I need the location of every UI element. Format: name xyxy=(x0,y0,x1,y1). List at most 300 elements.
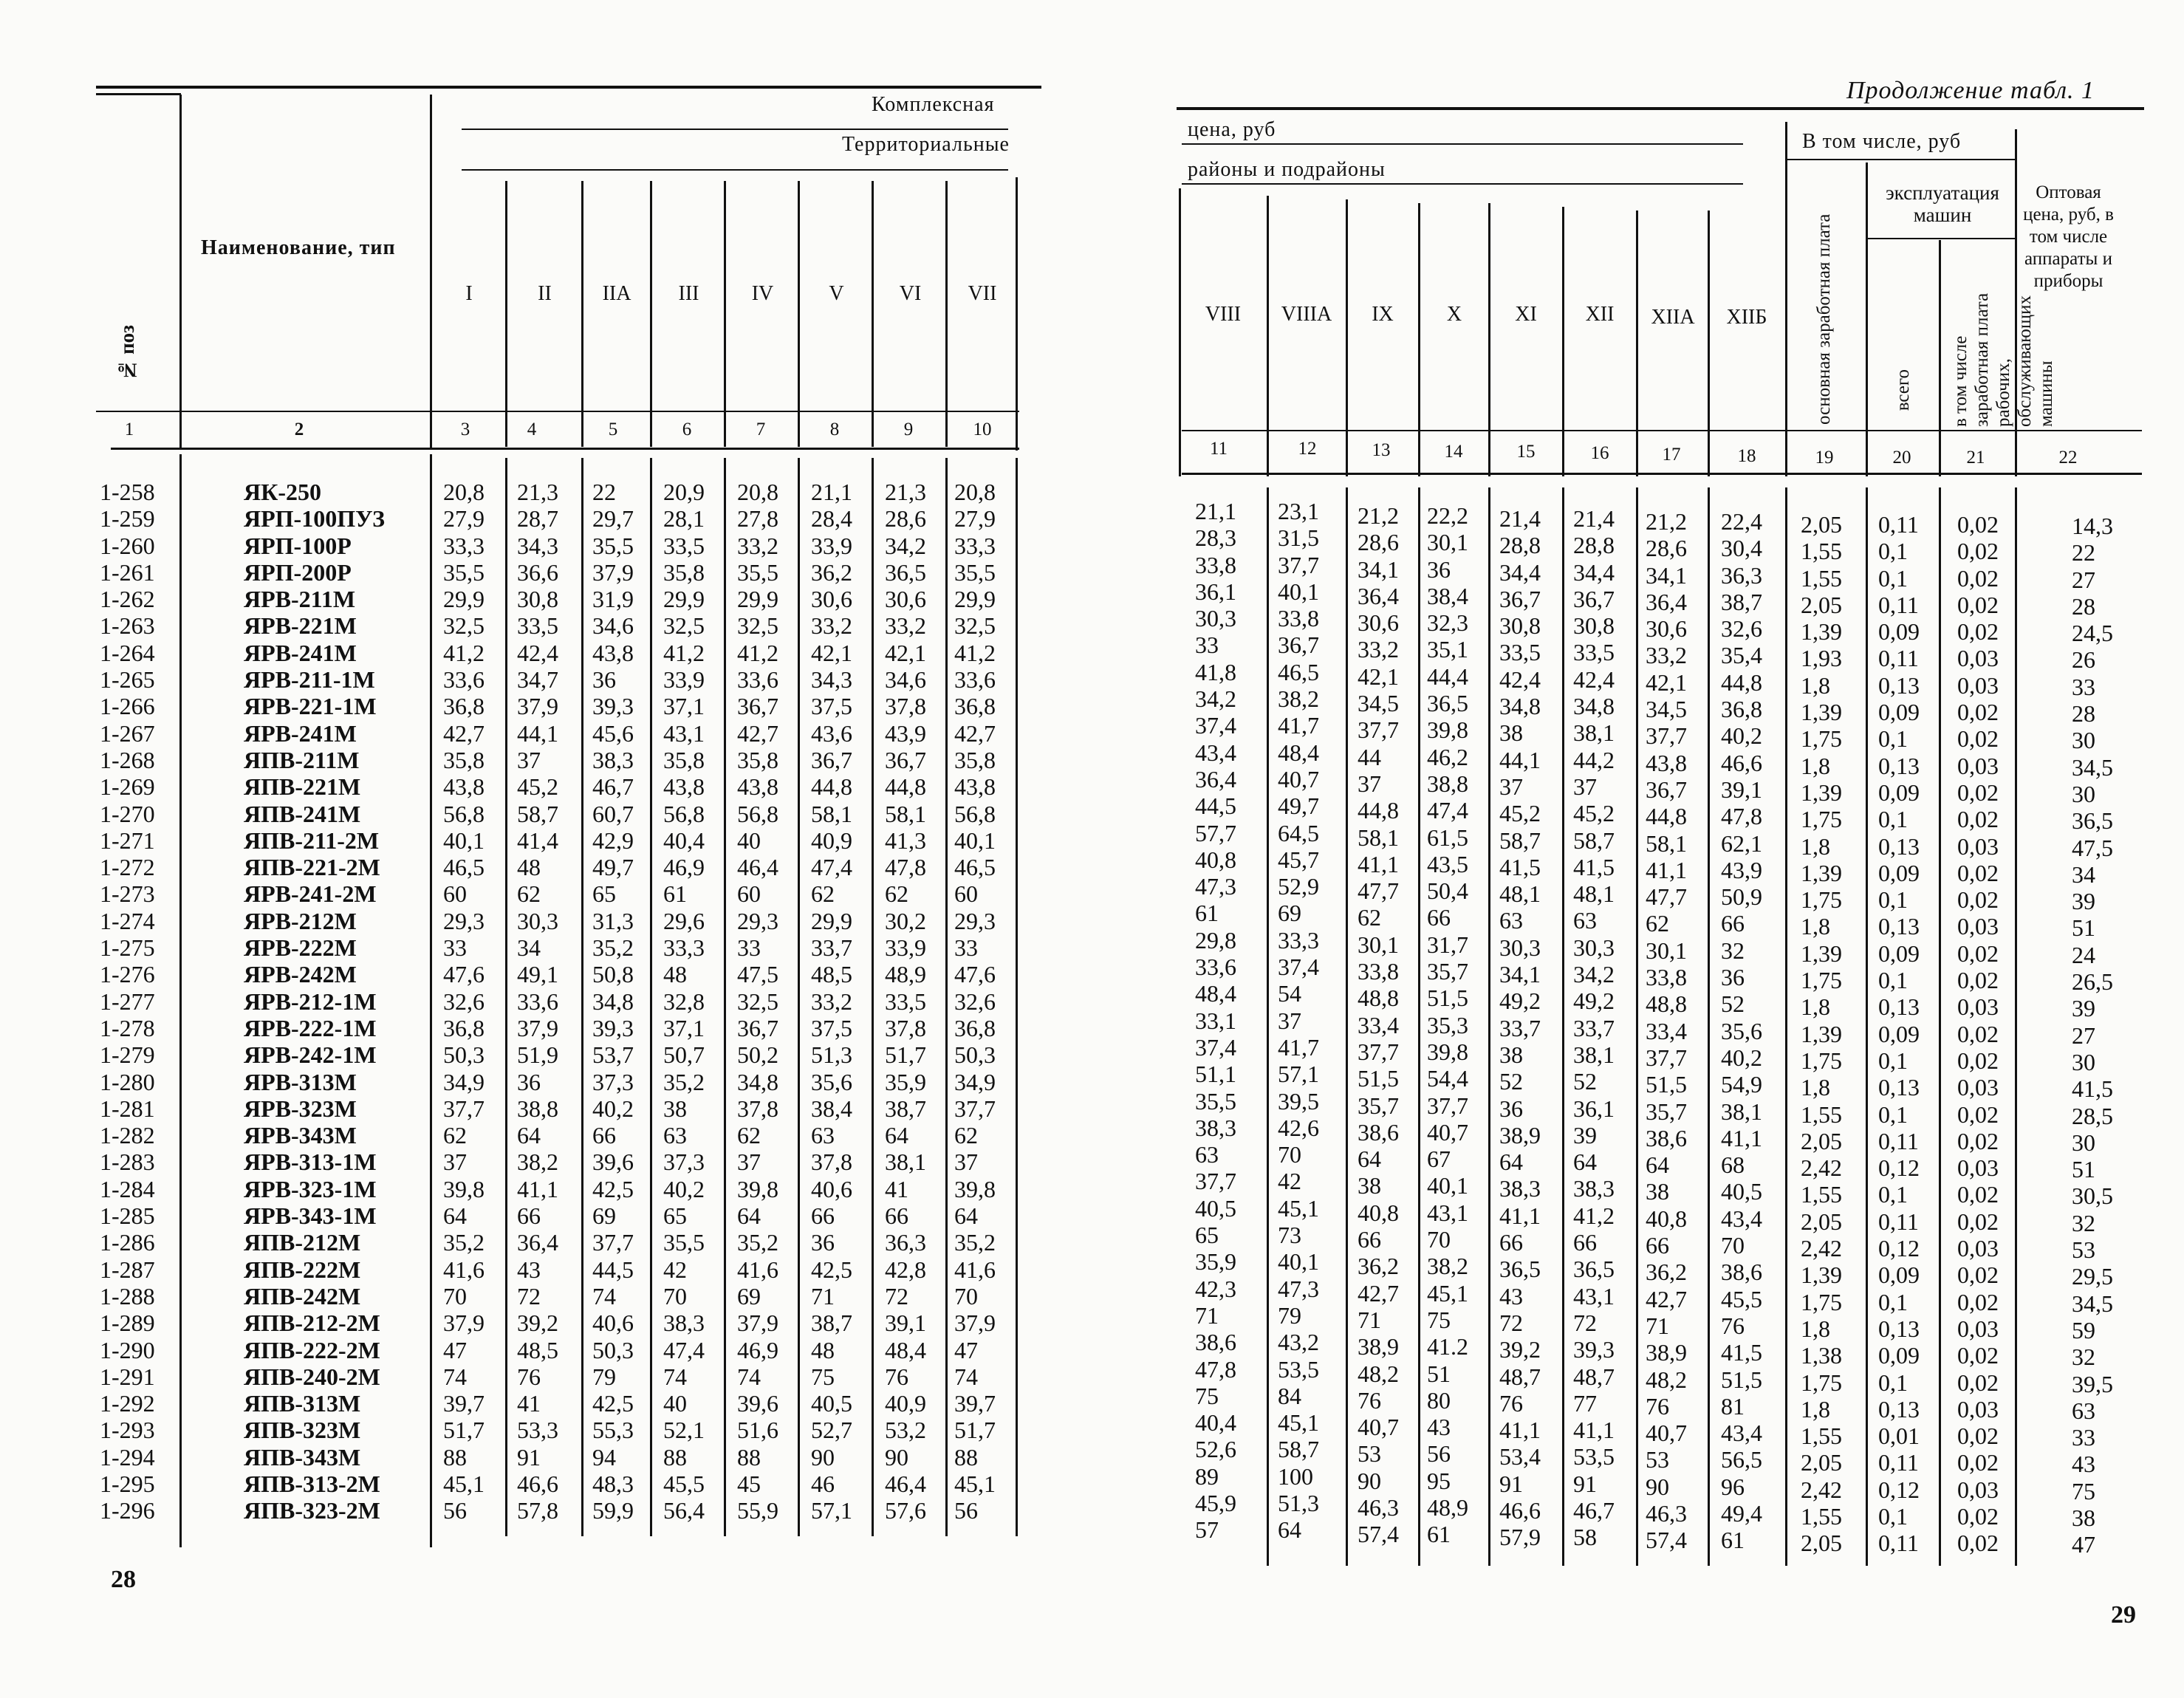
body-col-rule xyxy=(872,458,874,1536)
price-cell: 74 xyxy=(663,1363,687,1390)
price-cell: 48 xyxy=(663,961,687,988)
name-cell: ЯРВ-212М xyxy=(244,907,357,934)
price-cell: 40 xyxy=(663,1390,687,1417)
col-number: 15 xyxy=(1516,442,1536,462)
name-cell: ЯРВ-241М xyxy=(244,639,357,666)
region-header: VI xyxy=(899,282,922,305)
price-cell: 91 xyxy=(517,1443,541,1471)
col-divider xyxy=(1488,203,1490,476)
price-cell: 45,1 xyxy=(1427,1279,1468,1307)
price-cell: 37,7 xyxy=(954,1095,996,1122)
region-VI-column xyxy=(885,479,926,1524)
price-cell: 55,3 xyxy=(592,1417,634,1444)
price-cell: 45,1 xyxy=(954,1470,996,1497)
price-cell: 37,7 xyxy=(1646,722,1687,750)
price-cell: 43 xyxy=(2072,1451,2095,1478)
price-cell: 46,9 xyxy=(737,1336,778,1363)
price-cell: 64 xyxy=(885,1122,908,1149)
price-cell: 63 xyxy=(811,1122,835,1149)
price-cell: 46,2 xyxy=(1427,743,1468,770)
price-cell: 41,1 xyxy=(1646,856,1687,883)
price-cell: 39,2 xyxy=(517,1310,558,1337)
price-cell: 39,7 xyxy=(443,1390,485,1417)
price-cell: 0,09 xyxy=(1878,1342,1920,1369)
price-cell: 35,8 xyxy=(954,746,996,773)
region-XIIA-column xyxy=(1646,508,1687,1554)
price-cell: 59,9 xyxy=(592,1497,634,1524)
price-cell: 1,8 xyxy=(1801,1315,1830,1342)
price-cell: 0,03 xyxy=(1957,1154,1999,1182)
price-cell: 84 xyxy=(1278,1382,1301,1409)
price-cell: 43,8 xyxy=(443,773,485,801)
body-col-rule xyxy=(505,458,507,1536)
price-cell: 33,6 xyxy=(443,666,485,694)
price-cell: 37,8 xyxy=(811,1148,852,1176)
price-cell: 44,1 xyxy=(1499,746,1541,773)
price-cell: 48,7 xyxy=(1499,1363,1541,1390)
price-cell: 44,4 xyxy=(1427,663,1468,690)
price-cell: 28 xyxy=(2072,700,2095,728)
regions-label: районы и подрайоны xyxy=(1188,158,1386,181)
name-cell: ЯРВ-343М xyxy=(244,1122,357,1149)
price-cell: 28 xyxy=(2072,592,2095,620)
price-cell: 47,4 xyxy=(811,854,852,881)
price-cell: 2,42 xyxy=(1801,1154,1842,1182)
price-cell: 37 xyxy=(954,1148,978,1176)
price-cell: 1,75 xyxy=(1801,1369,1842,1396)
name-cell: ЯПВ-221М xyxy=(244,773,361,801)
price-cell: 72 xyxy=(885,1282,908,1310)
price-cell: 57,9 xyxy=(1499,1524,1541,1551)
price-cell: 73 xyxy=(1278,1222,1301,1249)
price-cell: 46,4 xyxy=(885,1470,926,1497)
price-cell: 50,7 xyxy=(663,1041,705,1069)
price-cell: 33 xyxy=(2072,1424,2095,1451)
position-cell: 1-260 xyxy=(100,532,155,559)
price-cell: 37 xyxy=(1573,773,1597,800)
region-IV-column xyxy=(737,479,778,1524)
region-I-column xyxy=(443,479,485,1524)
position-cell: 1-259 xyxy=(100,505,155,533)
price-cell: 66 xyxy=(1499,1229,1523,1256)
price-cell: 74 xyxy=(954,1363,978,1390)
price-cell: 38 xyxy=(1358,1172,1381,1199)
price-cell: 0,02 xyxy=(1957,1423,1999,1450)
price-cell: 64 xyxy=(1358,1146,1381,1173)
price-cell: 29,8 xyxy=(1195,926,1236,954)
price-cell: 81 xyxy=(1721,1392,1745,1420)
price-cell: 76 xyxy=(1646,1392,1669,1420)
price-cell: 33,9 xyxy=(663,666,705,694)
name-cell: ЯПВ-222М xyxy=(244,1256,361,1283)
price-cell: 41,4 xyxy=(517,826,558,854)
price-cell: 42,5 xyxy=(811,1256,852,1283)
price-cell: 30,6 xyxy=(811,586,852,613)
price-cell: 46,7 xyxy=(592,773,634,801)
price-cell: 32,6 xyxy=(954,987,996,1015)
price-cell: 71 xyxy=(811,1282,835,1310)
region-XII-column xyxy=(1573,505,1615,1551)
price-cell: 0,1 xyxy=(1878,725,1908,753)
region-IIA-column xyxy=(592,479,634,1524)
price-cell: 90 xyxy=(885,1443,908,1471)
col-divider xyxy=(872,181,874,447)
price-cell: 75 xyxy=(811,1363,835,1390)
total-header: всего xyxy=(1893,369,1913,411)
price-cell: 0,13 xyxy=(1878,671,1920,699)
price-cell: 36,7 xyxy=(1278,631,1319,659)
price-cell: 57,1 xyxy=(1278,1061,1319,1088)
region-header: VII xyxy=(968,282,997,305)
price-cell: 51,7 xyxy=(954,1417,996,1444)
price-cell: 38,9 xyxy=(1646,1339,1687,1366)
name-cell: ЯРВ-222-1М xyxy=(244,1014,377,1041)
price-cell: 35,8 xyxy=(663,746,705,773)
price-cell: 36,3 xyxy=(885,1229,926,1256)
price-cell: 66 xyxy=(517,1202,541,1230)
price-cell: 35,5 xyxy=(663,1229,705,1256)
price-cell: 32,6 xyxy=(443,987,485,1015)
price-cell: 43,9 xyxy=(885,719,926,747)
price-cell: 43,4 xyxy=(1721,1205,1762,1232)
price-cell: 56 xyxy=(443,1497,467,1524)
price-cell: 64 xyxy=(1573,1148,1597,1176)
price-cell: 48,9 xyxy=(885,961,926,988)
price-cell: 35,2 xyxy=(592,934,634,962)
price-cell: 35,6 xyxy=(811,1068,852,1095)
price-cell: 41,2 xyxy=(663,639,705,666)
price-cell: 34,2 xyxy=(1195,685,1236,713)
price-cell: 62 xyxy=(885,880,908,908)
price-cell: 0,11 xyxy=(1878,511,1919,538)
price-cell: 55,9 xyxy=(737,1497,778,1524)
name-cell: ЯРВ-323М xyxy=(244,1095,357,1122)
price-cell: 2,42 xyxy=(1801,1235,1842,1262)
price-cell: 91 xyxy=(1573,1470,1597,1497)
price-cell: 48,4 xyxy=(885,1336,926,1363)
price-cell: 38,9 xyxy=(1499,1121,1541,1148)
price-cell: 30,1 xyxy=(1427,529,1468,556)
price-cell: 46,3 xyxy=(1646,1499,1687,1527)
price-cell: 38,3 xyxy=(1499,1175,1541,1202)
region-VII-column xyxy=(954,479,996,1524)
price-cell: 71 xyxy=(1195,1301,1219,1329)
price-cell: 43,2 xyxy=(1278,1329,1319,1356)
price-cell: 40,1 xyxy=(443,826,485,854)
price-cell: 47,7 xyxy=(1358,877,1399,905)
price-cell: 21,3 xyxy=(517,479,558,505)
price-cell: 36,8 xyxy=(954,1014,996,1041)
wholesale-header: Оптовая цена, руб, в том числе аппараты и приборы xyxy=(2023,182,2114,291)
price-cell: 34,8 xyxy=(592,987,634,1015)
price-cell: 47,6 xyxy=(443,961,485,988)
price-cell: 0,11 xyxy=(1878,591,1919,618)
price-cell: 44,8 xyxy=(1646,803,1687,830)
price-cell: 36,7 xyxy=(811,746,852,773)
price-cell: 21,3 xyxy=(885,479,926,505)
price-cell: 46,5 xyxy=(954,854,996,881)
col-number: 8 xyxy=(829,420,840,439)
price-cell: 66 xyxy=(1427,904,1451,931)
price-cell: 23,1 xyxy=(1278,498,1319,524)
price-cell: 38 xyxy=(2072,1504,2095,1531)
price-cell: 70 xyxy=(1721,1232,1745,1259)
position-cell: 1-295 xyxy=(100,1470,155,1497)
price-cell: 35,5 xyxy=(592,532,634,559)
price-cell: 30,6 xyxy=(1646,615,1687,643)
price-cell: 88 xyxy=(443,1443,467,1471)
price-cell: 48,8 xyxy=(1358,985,1399,1012)
price-cell: 37,8 xyxy=(885,693,926,720)
price-cell: 40,1 xyxy=(1427,1172,1468,1199)
col-number: 17 xyxy=(1662,445,1681,465)
price-cell: 37,5 xyxy=(811,693,852,720)
price-cell: 56 xyxy=(1427,1440,1451,1468)
price-cell: 0,02 xyxy=(1957,1530,1999,1557)
price-cell: 38,1 xyxy=(1721,1098,1762,1125)
including-label: В том числе, руб xyxy=(1802,130,1962,153)
price-cell: 49,4 xyxy=(1721,1499,1762,1527)
price-cell: 27 xyxy=(2072,566,2095,593)
price-cell: 41,5 xyxy=(1721,1339,1762,1366)
price-cell: 28,3 xyxy=(1195,524,1236,552)
price-cell: 36,2 xyxy=(1646,1259,1687,1286)
price-cell: 37,4 xyxy=(1195,1033,1236,1061)
body-col-rule xyxy=(1636,487,1638,1566)
col-number: 16 xyxy=(1590,443,1609,463)
price-cell: 62 xyxy=(1646,910,1669,937)
body-col-rule xyxy=(650,458,652,1536)
price-cell: 36 xyxy=(1721,964,1745,991)
col-divider xyxy=(1939,240,1941,476)
body-name-rule xyxy=(430,454,432,1547)
position-cell: 1-262 xyxy=(100,586,155,613)
price-cell: 58 xyxy=(1573,1524,1597,1551)
price-cell: 57,4 xyxy=(1358,1521,1399,1548)
price-cell: 34,1 xyxy=(1499,961,1541,988)
price-cell: 43,9 xyxy=(1721,856,1762,883)
body-col-rule xyxy=(1866,487,1868,1566)
price-cell: 35,9 xyxy=(1195,1248,1236,1276)
price-cell: 28,6 xyxy=(1646,535,1687,562)
price-cell: 1,55 xyxy=(1801,1502,1842,1530)
price-cell: 38,3 xyxy=(1573,1175,1615,1202)
price-cell: 42,4 xyxy=(517,639,558,666)
region-header: VIIIA xyxy=(1281,303,1332,326)
price-cell: 53,7 xyxy=(592,1041,634,1069)
price-cell: 36,5 xyxy=(2072,807,2113,835)
price-cell: 39,8 xyxy=(1427,716,1468,744)
name-cell: ЯРВ-313М xyxy=(244,1068,357,1095)
name-cell: ЯПВ-211-2М xyxy=(244,826,380,854)
price-cell: 41,1 xyxy=(1499,1417,1541,1444)
price-cell: 64 xyxy=(517,1122,541,1149)
price-cell: 36 xyxy=(1427,555,1451,583)
price-cell: 40,4 xyxy=(1195,1409,1236,1437)
price-cell: 61 xyxy=(1721,1527,1745,1554)
price-cell: 37,7 xyxy=(1278,551,1319,578)
price-cell: 37 xyxy=(1278,1007,1301,1034)
price-cell: 63 xyxy=(1573,907,1597,934)
price-cell: 38,1 xyxy=(1573,1041,1615,1068)
price-cell: 44,8 xyxy=(885,773,926,801)
price-cell: 33,6 xyxy=(954,666,996,694)
region-IX-column xyxy=(1358,502,1399,1548)
price-cell: 61 xyxy=(1195,900,1219,927)
price-cell: 39,1 xyxy=(885,1310,926,1337)
price-cell: 39,5 xyxy=(2072,1370,2113,1397)
price-cell: 36,3 xyxy=(1721,561,1762,589)
price-cell: 0,13 xyxy=(1878,993,1920,1021)
price-cell: 52 xyxy=(1573,1068,1597,1095)
col-number: 7 xyxy=(756,420,766,439)
price-cell: 41,1 xyxy=(1358,850,1399,877)
region-header: XI xyxy=(1515,303,1537,326)
price-cell: 30,8 xyxy=(1499,612,1541,640)
region-header: II xyxy=(538,282,552,305)
price-cell: 33,8 xyxy=(1195,551,1236,578)
price-cell: 47,4 xyxy=(663,1336,705,1363)
price-cell: 43,8 xyxy=(737,773,778,801)
col-number: 13 xyxy=(1372,440,1391,460)
price-cell: 33,2 xyxy=(1646,642,1687,669)
name-cell: ЯПВ-222-2М xyxy=(244,1336,380,1363)
price-cell: 39,3 xyxy=(592,1014,634,1041)
price-cell: 42,9 xyxy=(592,826,634,854)
name-cell: ЯК-250 xyxy=(244,479,321,505)
price-cell: 0,02 xyxy=(1957,1181,1999,1208)
col-number: 4 xyxy=(527,420,537,439)
price-cell: 62 xyxy=(443,1122,467,1149)
price-cell: 36,4 xyxy=(517,1229,558,1256)
price-cell: 33,9 xyxy=(811,532,852,559)
price-cell: 70 xyxy=(1278,1141,1301,1168)
price-cell: 39,1 xyxy=(1721,776,1762,803)
body-col-rule xyxy=(1267,487,1269,1566)
col-divider xyxy=(650,181,652,447)
price-cell: 0,03 xyxy=(1957,1315,1999,1342)
price-cell: 47 xyxy=(2072,1531,2095,1558)
price-cell: 37 xyxy=(1358,770,1381,797)
price-cell: 42,8 xyxy=(885,1256,926,1283)
price-cell: 65 xyxy=(663,1202,687,1230)
price-cell: 37,4 xyxy=(1195,712,1236,739)
col-number: 11 xyxy=(1209,439,1228,459)
price-cell: 45,5 xyxy=(1721,1285,1762,1312)
price-cell: 70 xyxy=(663,1282,687,1310)
price-cell: 33,2 xyxy=(811,987,852,1015)
price-cell: 1,93 xyxy=(1801,645,1842,672)
machines-label: эксплуатация машин xyxy=(1886,182,1999,226)
price-cell: 53,5 xyxy=(1573,1443,1615,1471)
price-cell: 46,6 xyxy=(1499,1496,1541,1524)
price-cell: 33,3 xyxy=(443,532,485,559)
price-cell: 64 xyxy=(1278,1516,1301,1544)
price-cell: 50,9 xyxy=(1721,883,1762,911)
base-salary-header: основная заработная плата xyxy=(1814,213,1834,425)
price-cell: 2,42 xyxy=(1801,1476,1842,1503)
price-cell: 31,9 xyxy=(592,586,634,613)
price-cell: 0,02 xyxy=(1957,1502,1999,1530)
price-cell: 64 xyxy=(954,1202,978,1230)
price-cell: 52,9 xyxy=(1278,873,1319,900)
price-cell: 57,1 xyxy=(811,1497,852,1524)
price-cell: 58,7 xyxy=(1573,826,1615,854)
position-cell: 1-264 xyxy=(100,639,155,666)
machinists-salary-header: в том числе заработная плата рабочих, обслуживающих машины xyxy=(1951,292,2056,427)
price-cell: 36,5 xyxy=(1573,1256,1615,1283)
price-cell: 60,7 xyxy=(592,800,634,827)
price-cell: 44,5 xyxy=(592,1256,634,1283)
price-cell: 35,9 xyxy=(885,1068,926,1095)
price-cell: 29,6 xyxy=(663,907,705,934)
price-cell: 40,7 xyxy=(1358,1414,1399,1441)
price-cell: 40,2 xyxy=(1721,722,1762,750)
price-cell: 37,1 xyxy=(663,693,705,720)
price-cell: 58,1 xyxy=(811,800,852,827)
col-number: 22 xyxy=(2058,448,2078,468)
price-cell: 42,1 xyxy=(811,639,852,666)
position-cell: 1-271 xyxy=(100,826,155,854)
position-cell: 1-269 xyxy=(100,773,155,801)
region-header: XIIA xyxy=(1651,306,1695,329)
price-cell: 66 xyxy=(1721,910,1745,937)
price-cell: 36,4 xyxy=(1646,588,1687,615)
price-cell: 51,7 xyxy=(443,1417,485,1444)
price-cell: 42,6 xyxy=(1278,1114,1319,1141)
price-cell: 34,1 xyxy=(1646,561,1687,589)
col-number: 3 xyxy=(460,420,470,439)
left-page xyxy=(0,0,1064,1698)
position-cell: 1-266 xyxy=(100,693,155,720)
col-number: 6 xyxy=(682,420,692,439)
price-cell: 51 xyxy=(1427,1360,1451,1387)
price-cell: 33 xyxy=(443,934,467,962)
price-cell: 51,5 xyxy=(1427,985,1468,1012)
name-cell: ЯРВ-211-1М xyxy=(244,666,375,694)
price-cell: 36,7 xyxy=(1573,585,1615,612)
price-cell: 45,2 xyxy=(517,773,558,801)
price-cell: 43,1 xyxy=(1427,1199,1468,1226)
col-divider xyxy=(1267,196,1269,476)
price-cell: 32,6 xyxy=(1721,615,1762,643)
name-cell: ЯПВ-241М xyxy=(244,800,361,827)
price-cell: 38,8 xyxy=(517,1095,558,1122)
price-cell: 39 xyxy=(2072,995,2095,1022)
price-cell: 36 xyxy=(517,1068,541,1095)
position-cell: 1-291 xyxy=(100,1363,155,1390)
price-cell: 32 xyxy=(2072,1343,2095,1371)
price-cell: 2,05 xyxy=(1801,511,1842,538)
price-cell: 50,3 xyxy=(592,1336,634,1363)
price-cell: 47,8 xyxy=(1721,803,1762,830)
body-col-rule xyxy=(1346,487,1348,1566)
price-cell: 48,1 xyxy=(1499,880,1541,908)
price-cell: 0,03 xyxy=(1957,1395,1999,1423)
price-cell: 0,02 xyxy=(1957,725,1999,753)
price-cell: 29,5 xyxy=(2072,1263,2113,1290)
price-cell: 34,4 xyxy=(1499,558,1541,586)
price-cell: 35,1 xyxy=(1427,636,1468,663)
name-cell: ЯРВ-323-1М xyxy=(244,1175,377,1202)
price-cell: 40,5 xyxy=(811,1390,852,1417)
price-cell: 0,02 xyxy=(1957,1288,1999,1315)
price-cell: 32,5 xyxy=(737,987,778,1015)
price-cell: 34,5 xyxy=(1646,696,1687,723)
price-cell: 37,9 xyxy=(954,1310,996,1337)
price-cell: 51,3 xyxy=(1278,1489,1319,1516)
price-cell: 96 xyxy=(1721,1473,1745,1500)
